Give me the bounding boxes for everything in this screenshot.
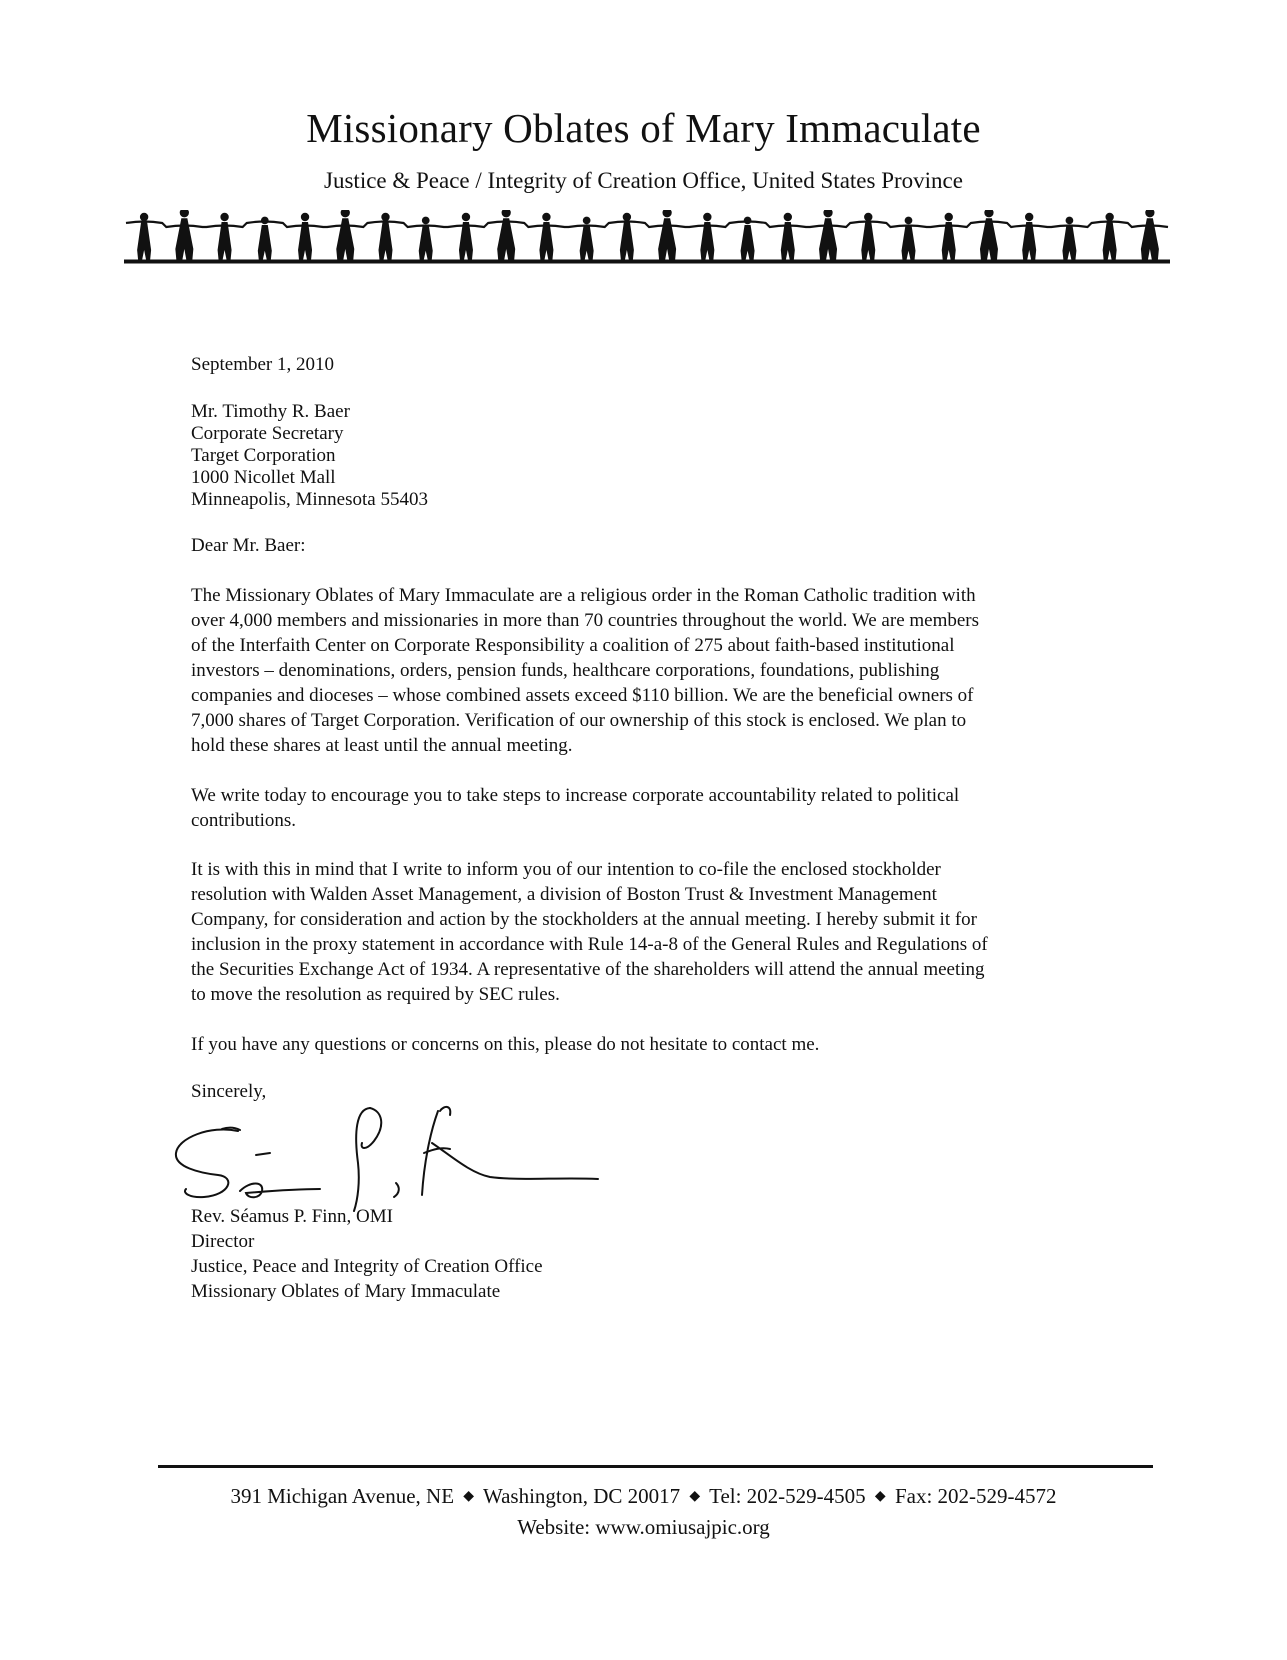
body-paragraph	[191, 583, 1091, 758]
body-paragraph	[191, 783, 1091, 833]
signer-office: Justice, Peace and Integrity of Creation Office	[191, 1256, 543, 1277]
footer-address: 391 Michigan Avenue, NE	[230, 1484, 455, 1508]
recipient-address	[191, 401, 428, 511]
person-figure-icon	[1103, 213, 1117, 260]
person-figure-icon	[175, 210, 193, 260]
person-figure-icon	[258, 217, 272, 260]
person-figure-icon	[819, 210, 837, 260]
closing: Sincerely,	[191, 1081, 267, 1102]
footer-divider	[158, 1465, 1153, 1468]
person-figure-icon	[580, 217, 594, 260]
body-paragraph	[191, 857, 1091, 1007]
person-figure-icon	[298, 213, 312, 260]
paragraph-line: If you have any questions or concerns on this, please do not hesitate to contact me.	[191, 1034, 820, 1055]
paragraph-line: The Missionary Oblates of Mary Immaculate are a religious order in the Roman Catholic tradition with	[191, 585, 976, 606]
footer-fax: Fax: 202-529-4572	[894, 1484, 1057, 1508]
handwritten-signature	[170, 1103, 620, 1213]
person-figure-icon	[1062, 217, 1076, 260]
paragraph-line: the Securities Exchange Act of 1934. A representative of the shareholders will attend the annual meeting	[191, 959, 985, 980]
paragraph-line: of the Interfaith Center on Corporate Responsibility a coalition of 275 about faith-based institutional	[191, 635, 955, 656]
person-figure-icon	[741, 217, 755, 260]
footer-contact-line	[0, 1482, 1287, 1511]
recipient-line: Mr. Timothy R. Baer	[191, 401, 350, 422]
person-figure-icon	[336, 210, 354, 260]
people-chain-logo	[124, 210, 1170, 266]
paragraph-line: We write today to encourage you to take steps to increase corporate accountability related to political	[191, 785, 960, 806]
person-figure-icon	[902, 217, 916, 260]
diamond-separator-icon: ◆	[463, 1489, 475, 1504]
paragraph-line: investors – denominations, orders, pension funds, healthcare corporations, foundations, publishing	[191, 660, 940, 681]
person-figure-icon	[137, 213, 151, 260]
paragraph-line: 7,000 shares of Target Corporation. Verification of our ownership of this stock is enclosed. We plan to	[191, 710, 967, 731]
person-figure-icon	[459, 213, 473, 260]
joined-arms	[126, 222, 1168, 228]
signer-title: Director	[191, 1231, 255, 1252]
person-figure-icon	[980, 210, 998, 260]
paragraph-line: It is with this in mind that I write to inform you of our intention to co-file the enclosed stockholder	[191, 859, 941, 880]
salutation: Dear Mr. Baer:	[191, 535, 306, 556]
person-figure-icon	[942, 213, 956, 260]
signer-name: Rev. Séamus P. Finn, OMI	[191, 1206, 393, 1227]
signature-block	[191, 1204, 543, 1304]
person-figure-icon	[419, 217, 433, 260]
person-figure-icon	[781, 213, 795, 260]
person-figure-icon	[379, 213, 393, 260]
body-paragraph	[191, 1032, 1091, 1057]
organization-title: Missionary Oblates of Mary Immaculate	[306, 105, 981, 151]
diamond-separator-icon: ◆	[874, 1489, 886, 1504]
paragraph-line: over 4,000 members and missionaries in more than 70 countries throughout the world. We are members	[191, 610, 980, 631]
paragraph-line: inclusion in the proxy statement in accordance with Rule 14-a-8 of the General Rules and Regulations of	[191, 934, 988, 955]
paragraph-line: hold these shares at least until the annual meeting.	[191, 735, 573, 756]
organization-subtitle: Justice & Peace / Integrity of Creation Office, United States Province	[324, 168, 963, 193]
recipient-line: Target Corporation	[191, 445, 336, 466]
letter-date: September 1, 2010	[191, 354, 335, 375]
person-figure-icon	[539, 213, 553, 260]
paragraph-line: resolution with Walden Asset Management, a division of Boston Trust & Investment Management	[191, 884, 937, 905]
person-figure-icon	[1022, 213, 1036, 260]
recipient-line: Minneapolis, Minnesota 55403	[191, 489, 428, 510]
person-figure-icon	[497, 210, 515, 260]
paragraph-line: contributions.	[191, 810, 297, 831]
recipient-line: 1000 Nicollet Mall	[191, 467, 336, 488]
person-figure-icon	[658, 210, 676, 260]
paragraph-line: to move the resolution as required by SEC rules.	[191, 984, 560, 1005]
diamond-separator-icon: ◆	[689, 1489, 701, 1504]
person-figure-icon	[861, 213, 875, 260]
signer-organization: Missionary Oblates of Mary Immaculate	[191, 1281, 501, 1302]
person-figure-icon	[218, 213, 232, 260]
recipient-line: Corporate Secretary	[191, 423, 344, 444]
footer-website: Website: www.omiusajpic.org	[517, 1515, 770, 1539]
person-figure-icon	[1141, 210, 1159, 260]
ground-line	[124, 260, 1170, 263]
person-figure-icon	[700, 213, 714, 260]
paragraph-line: companies and dioceses – whose combined assets exceed $110 billion. We are the beneficial owners of	[191, 685, 974, 706]
footer-city: Washington, DC 20017	[482, 1484, 681, 1508]
paragraph-line: Company, for consideration and action by the stockholders at the annual meeting. I hereby submit it for	[191, 909, 978, 930]
footer-telephone: Tel: 202-529-4505	[709, 1484, 866, 1508]
person-figure-icon	[620, 213, 634, 260]
